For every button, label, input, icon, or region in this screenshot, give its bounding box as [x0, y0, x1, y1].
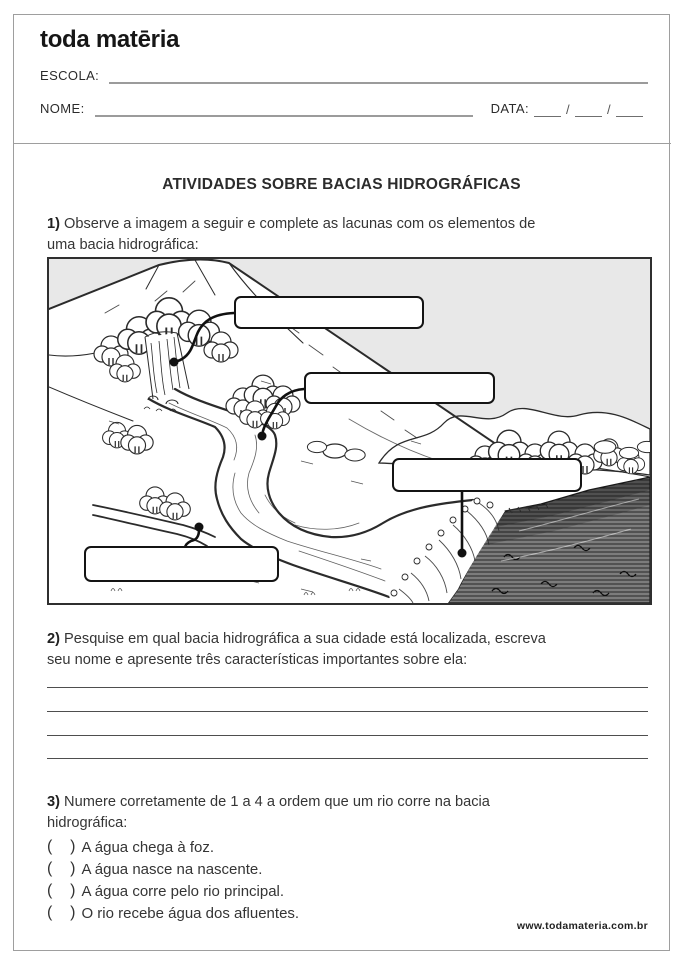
escola-input-line[interactable] — [109, 68, 648, 84]
date-slash: / — [606, 102, 611, 117]
nome-row — [40, 101, 648, 117]
q3-item-4-text: O rio recebe água dos afluentes. — [81, 904, 300, 922]
question-1-text-line2: uma bacia hidrográfica: — [47, 237, 199, 253]
worksheet-title: ATIVIDADES SOBRE BACIAS HIDROGRÁFICAS — [162, 176, 521, 193]
escola-label: ESCOLA: — [40, 68, 100, 83]
date-slash: / — [565, 102, 570, 117]
q3-item-3-parens[interactable]: ( ) — [47, 882, 76, 899]
escola-row — [40, 68, 648, 84]
toda-materia-logo: toda matēria — [40, 26, 180, 53]
question-2-number: 2) — [47, 631, 60, 647]
q3-item-3-text: A água corre pelo rio principal. — [81, 882, 285, 900]
q3-item-4-parens[interactable]: ( ) — [47, 904, 76, 921]
question-2-text-line2: seu nome e apresente três características importantes sobre ela: — [47, 652, 468, 668]
q3-item-2-text: A água nasce na nascente. — [81, 860, 263, 878]
question-1-number: 1) — [47, 216, 60, 232]
dot-foz — [458, 549, 467, 558]
nome-input-line[interactable] — [95, 101, 473, 117]
q3-item-2-parens[interactable]: ( ) — [47, 860, 76, 877]
date-group — [491, 101, 648, 117]
question-2 — [47, 629, 647, 671]
question-3 — [47, 792, 647, 834]
header-divider — [13, 143, 671, 144]
question-1 — [47, 214, 647, 256]
data-label: DATA: — [490, 101, 529, 116]
blank-label-box-4[interactable] — [84, 546, 279, 582]
nome-label: NOME: — [40, 101, 85, 116]
question-1-text: Observe a imagem a seguir e complete as lacunas com os elementos de — [64, 216, 536, 232]
q3-item-2 — [47, 858, 647, 880]
q3-item-1-parens[interactable]: ( ) — [47, 838, 76, 855]
footer-url: www.todamateria.com.br — [516, 920, 648, 932]
q3-item-1 — [47, 836, 647, 858]
question-3-number: 3) — [47, 794, 60, 810]
date-year-line[interactable] — [616, 103, 643, 117]
q3-item-3 — [47, 880, 647, 902]
question-2-text: Pesquise em qual bacia hidrográfica a sua cidade está localizada, escreva — [64, 631, 546, 647]
answer-line-1[interactable] — [47, 687, 648, 688]
answer-line-4[interactable] — [47, 758, 648, 759]
question-3-text-line2: hidrográfica: — [47, 815, 128, 831]
dot-rio — [258, 432, 267, 441]
answer-line-2[interactable] — [47, 711, 648, 712]
blank-label-box-3[interactable] — [392, 458, 582, 492]
date-month-line[interactable] — [575, 103, 602, 117]
q3-item-1-text: A água chega à foz. — [81, 838, 215, 856]
date-day-line[interactable] — [534, 103, 561, 117]
dot-nascente — [170, 358, 179, 367]
blank-label-box-1[interactable] — [234, 296, 424, 329]
watershed-figure — [47, 257, 652, 605]
blank-label-box-2[interactable] — [304, 372, 495, 404]
dot-afluente — [195, 523, 204, 532]
question-3-text: Numere corretamente de 1 a 4 a ordem que um rio corre na bacia — [64, 794, 490, 810]
answer-line-3[interactable] — [47, 735, 648, 736]
